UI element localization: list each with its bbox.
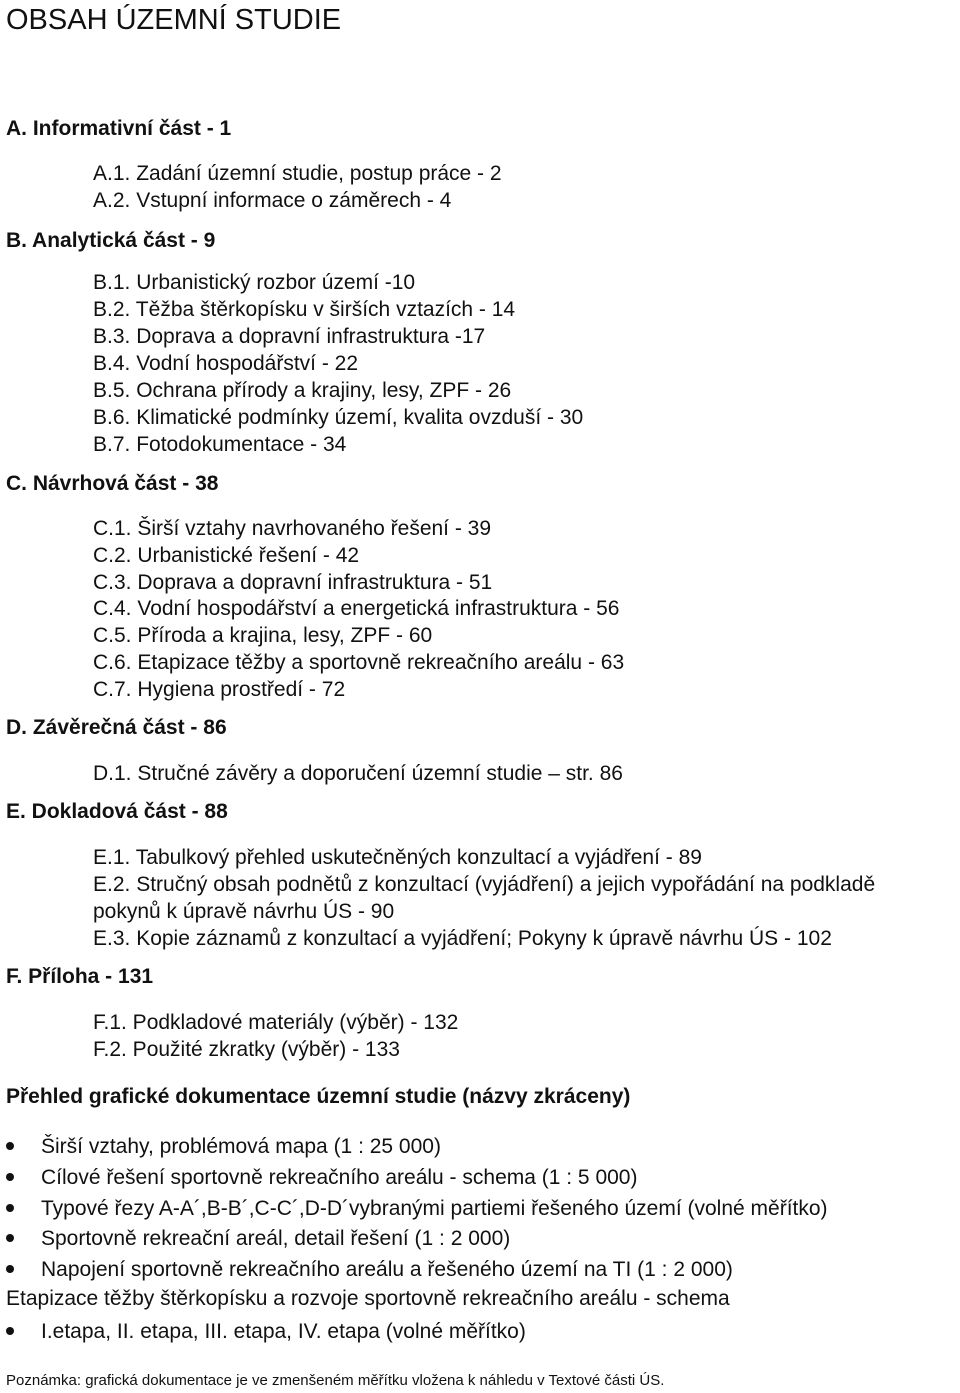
toc-item-f1: F.1. Podkladové materiály (výběr) - 132 (93, 1011, 459, 1034)
section-a-heading: A. Informativní část - 1 (6, 117, 232, 140)
section-c-heading: C. Návrhová část - 38 (6, 472, 219, 495)
toc-item-c6: C.6. Etapizace těžby a sportovně rekreačního areálu - 63 (93, 651, 625, 674)
toc-item-c2: C.2. Urbanistické řešení - 42 (93, 544, 360, 567)
toc-item-b3: B.3. Doprava a dopravní infrastruktura -17 (93, 325, 486, 348)
graphics-item: Typové řezy A-A´,B-B´,C-C´,D-D´vybranými partiemi řešeného území (volné měřítko) (41, 1197, 828, 1220)
toc-item-b6: B.6. Klimatické podmínky území, kvalita ovzduší - 30 (93, 406, 584, 429)
toc-item-c4: C.4. Vodní hospodářství a energetická infrastruktura - 56 (93, 597, 620, 620)
bullet-icon (6, 1173, 14, 1181)
toc-item-b5: B.5. Ochrana přírody a krajiny, lesy, ZPF - 26 (93, 379, 512, 402)
toc-item-b1: B.1. Urbanistický rozbor území -10 (93, 271, 416, 294)
toc-item-b2: B.2. Těžba štěrkopísku v širších vztazích - 14 (93, 298, 516, 321)
toc-item-d1: D.1. Stručné závěry a doporučení územní studie – str. 86 (93, 762, 623, 785)
graphics-item: Cílové řešení sportovně rekreačního areálu - schema (1 : 5 000) (41, 1166, 638, 1189)
section-e-heading: E. Dokladová část - 88 (6, 800, 228, 823)
graphics-title: Přehled grafické dokumentace územní studie (názvy zkráceny) (6, 1085, 631, 1108)
section-d-heading: D. Závěrečná část - 86 (6, 716, 227, 739)
section-b-heading: B. Analytická část - 9 (6, 229, 216, 252)
graphics-item: Sportovně rekreační areál, detail řešení (1 : 2 000) (41, 1227, 511, 1250)
toc-item-b7: B.7. Fotodokumentace - 34 (93, 433, 347, 456)
bullet-icon (6, 1142, 14, 1150)
toc-item-c5: C.5. Příroda a krajina, lesy, ZPF - 60 (93, 624, 433, 647)
graphics-item: Napojení sportovně rekreačního areálu a řešeného území na TI (1 : 2 000) (41, 1258, 733, 1281)
etapizace-item: I.etapa, II. etapa, III. etapa, IV. etapa (volné měřítko) (41, 1320, 526, 1343)
toc-item-f2: F.2. Použité zkratky (výběr) - 133 (93, 1038, 400, 1061)
bullet-icon (6, 1234, 14, 1242)
toc-item-e1: E.1. Tabulkový přehled uskutečněných konzultací a vyjádření - 89 (93, 846, 702, 869)
toc-item-c1: C.1. Širší vztahy navrhovaného řešení - 39 (93, 517, 492, 540)
toc-item-a1: A.1. Zadání územní studie, postup práce - 2 (93, 162, 502, 185)
footnote: Poznámka: grafická dokumentace je ve zmenšeném měřítku vložena k náhledu v Textové části ÚS. (6, 1372, 665, 1389)
bullet-icon (6, 1327, 14, 1335)
toc-item-e2-cont: pokynů k úpravě návrhu ÚS - 90 (93, 900, 395, 923)
toc-item-e2: E.2. Stručný obsah podnětů z konzultací (vyjádření) a jejich vypořádání na podkladě (93, 873, 876, 896)
section-f-heading: F. Příloha - 131 (6, 965, 154, 988)
toc-item-c7: C.7. Hygiena prostředí - 72 (93, 678, 346, 701)
bullet-icon (6, 1265, 14, 1273)
page-title: OBSAH ÚZEMNÍ STUDIE (6, 4, 342, 36)
toc-item-a2: A.2. Vstupní informace o záměrech - 4 (93, 189, 452, 212)
etapizace-heading: Etapizace těžby štěrkopísku a rozvoje sportovně rekreačního areálu - schema (6, 1287, 730, 1310)
toc-item-e3: E.3. Kopie záznamů z konzultací a vyjádření; Pokyny k úpravě návrhu ÚS - 102 (93, 927, 832, 950)
bullet-icon (6, 1204, 14, 1212)
toc-item-b4: B.4. Vodní hospodářství - 22 (93, 352, 359, 375)
toc-item-c3: C.3. Doprava a dopravní infrastruktura - 51 (93, 571, 493, 594)
graphics-item: Širší vztahy, problémová mapa (1 : 25 000) (41, 1135, 441, 1158)
